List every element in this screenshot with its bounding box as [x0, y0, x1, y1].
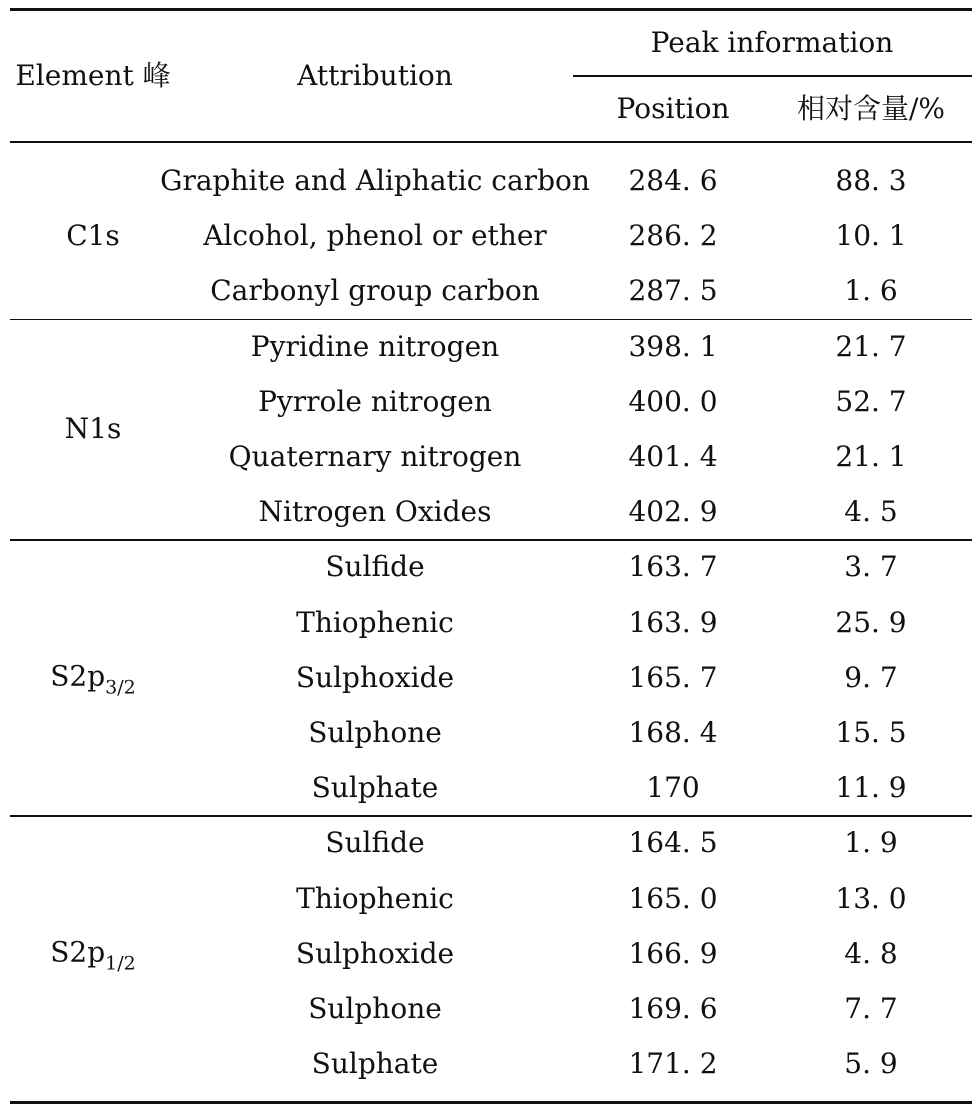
relative-content-cell: 21. 7: [835, 329, 907, 363]
top-rule: [10, 8, 972, 11]
relative-content-cell: 4. 8: [844, 936, 898, 970]
position-cell: 287. 5: [628, 274, 718, 308]
attribution-cell: Sulphone: [308, 716, 442, 749]
element-symbol: S2p: [50, 659, 106, 693]
attribution-cell: Nitrogen Oxides: [258, 495, 492, 529]
header-attribution: Attribution: [297, 59, 453, 92]
position-cell: 402. 9: [628, 495, 718, 529]
group-separator-rule: [10, 815, 972, 817]
group-separator-rule: [10, 539, 972, 541]
attribution-cell: Quaternary nitrogen: [228, 440, 522, 473]
attribution-cell: Carbonyl group carbon: [210, 274, 540, 308]
position-cell: 165. 7: [628, 660, 718, 694]
relative-content-cell: 5. 9: [844, 1047, 898, 1081]
attribution-cell: Sulphoxide: [295, 660, 455, 694]
element-symbol: S2p: [50, 935, 106, 969]
relative-content-cell: 4. 5: [844, 495, 898, 529]
element-symbol: C1s: [66, 219, 120, 253]
element-label: [66, 219, 120, 253]
attribution-cell: Thiophenic: [296, 605, 454, 639]
peak-info-rule: [573, 75, 972, 77]
attribution-cell: Graphite and Aliphatic carbon: [160, 164, 590, 197]
element-subscript: 1/2: [105, 952, 136, 975]
element-symbol: N1s: [64, 412, 122, 446]
position-cell: 284. 6: [628, 164, 718, 197]
position-cell: 170: [646, 771, 700, 805]
position-cell: 169. 6: [628, 992, 718, 1025]
relative-content-cell: 1. 9: [844, 826, 898, 860]
position-cell: 398. 1: [628, 329, 718, 363]
relative-content-cell: 11. 9: [835, 771, 907, 805]
attribution-cell: Sulphoxide: [295, 936, 455, 970]
relative-content-cell: 1. 6: [844, 274, 898, 308]
relative-content-cell: 88. 3: [835, 164, 907, 197]
attribution-cell: Pyrrole nitrogen: [258, 384, 492, 418]
relative-content-cell: 3. 7: [844, 550, 898, 584]
relative-content-cell: 9. 7: [844, 660, 898, 694]
position-cell: 401. 4: [628, 440, 718, 473]
attribution-cell: Alcohol, phenol or ether: [203, 219, 547, 253]
header-position: Position: [616, 92, 730, 125]
relative-content-cell: 21. 1: [835, 440, 907, 473]
attribution-cell: Sulphate: [311, 771, 439, 805]
position-cell: 163. 9: [628, 605, 718, 639]
header-relative-content: 相对含量/%: [796, 92, 946, 125]
element-subscript: 3/2: [105, 676, 136, 699]
attribution-cell: Sulphate: [311, 1047, 439, 1081]
relative-content-cell: 10. 1: [835, 219, 907, 253]
attribution-cell: Sulphone: [308, 992, 442, 1025]
position-cell: 165. 0: [628, 881, 718, 915]
header-peak-information: Peak information: [650, 26, 894, 59]
element-label: [50, 659, 136, 699]
position-cell: 286. 2: [628, 219, 718, 253]
header-element: Element 峰: [15, 59, 171, 92]
position-cell: 166. 9: [628, 936, 718, 970]
relative-content-cell: 52. 7: [835, 384, 907, 418]
attribution-cell: Thiophenic: [296, 881, 454, 915]
relative-content-cell: 13. 0: [835, 881, 907, 915]
attribution-cell: Sulfide: [325, 550, 425, 584]
position-cell: 171. 2: [628, 1047, 718, 1081]
element-label: [65, 412, 122, 446]
relative-content-cell: 7. 7: [844, 992, 898, 1025]
attribution-cell: Sulfide: [325, 826, 425, 860]
bottom-rule: [10, 1101, 972, 1104]
position-cell: 164. 5: [628, 826, 718, 860]
header-bottom-rule: [10, 141, 972, 143]
position-cell: 168. 4: [628, 716, 718, 749]
group-separator-rule: [10, 319, 972, 321]
element-label: [50, 935, 136, 975]
position-cell: 163. 7: [628, 550, 718, 584]
position-cell: 400. 0: [628, 384, 718, 418]
relative-content-cell: 25. 9: [835, 605, 907, 639]
attribution-cell: Pyridine nitrogen: [250, 329, 500, 363]
relative-content-cell: 15. 5: [835, 716, 907, 749]
